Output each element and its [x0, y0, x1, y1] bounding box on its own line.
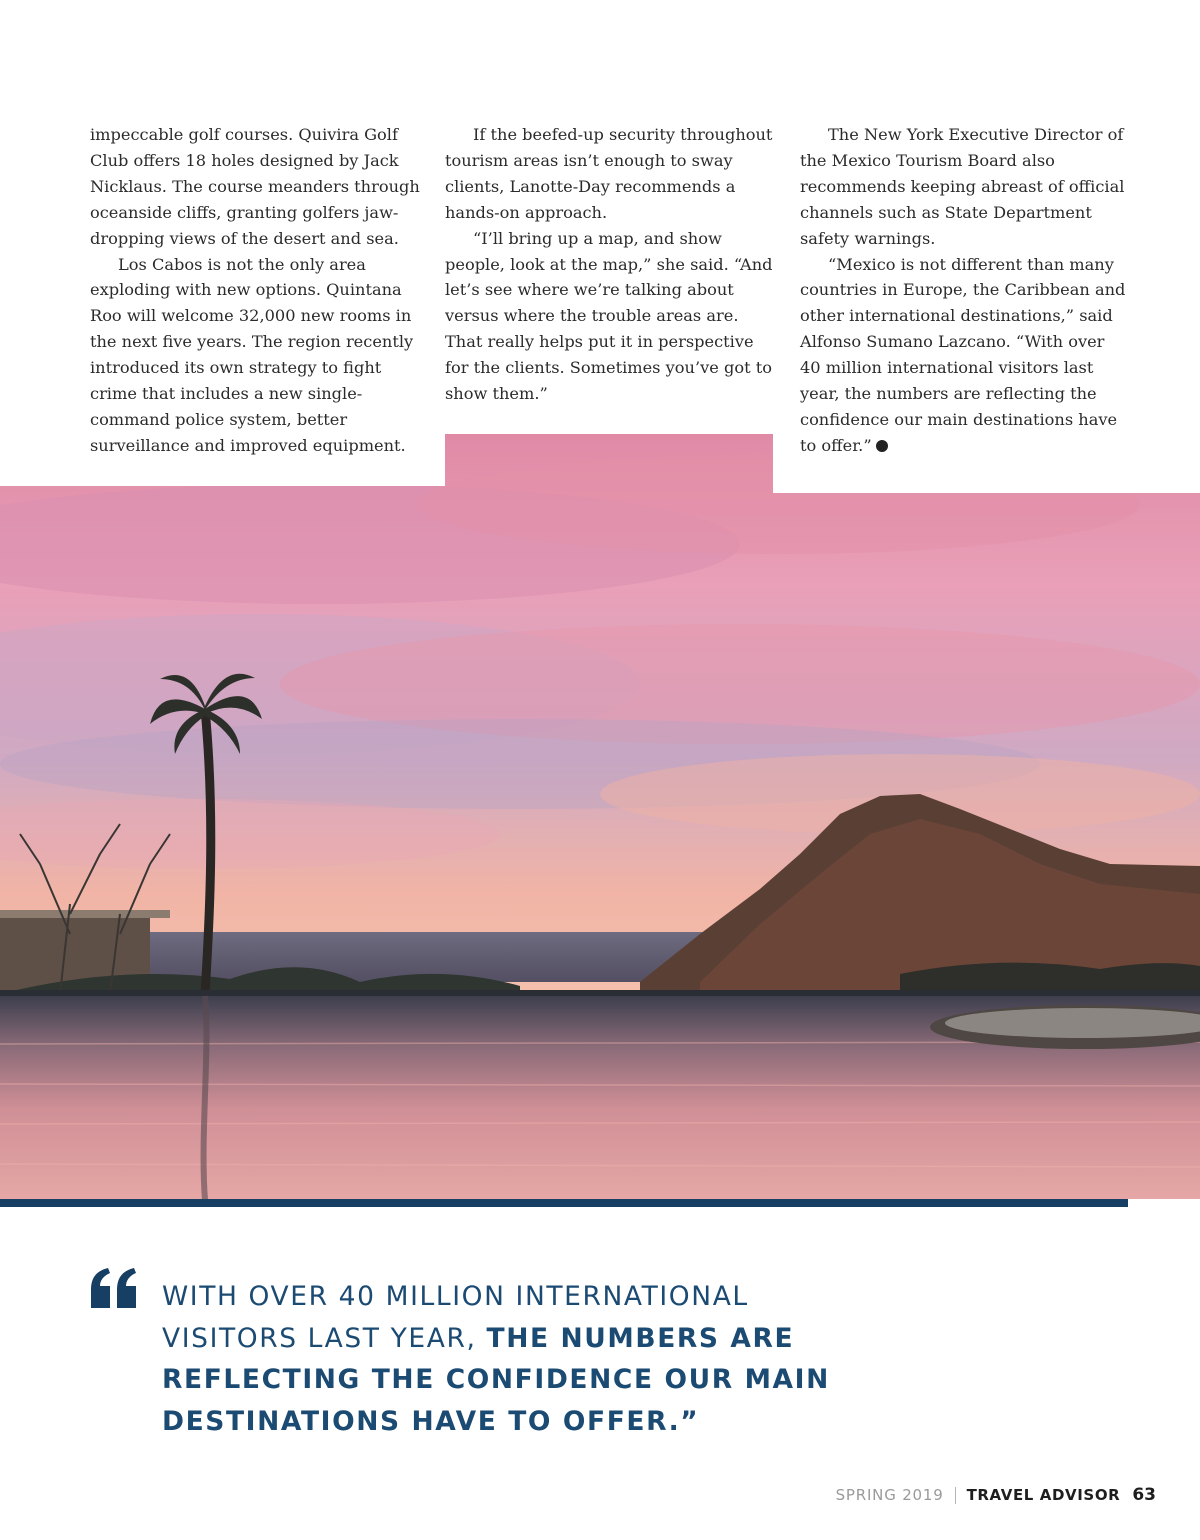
magazine-name: TRAVEL ADVISOR — [966, 1486, 1121, 1504]
paragraph: “I’ll bring up a map, and show people, look at the map,” she said. “And let’s see where we’re talking about versus where the trouble areas are. That really helps put it in perspective for the clients. Sometimes you’ve got to show them.” — [445, 228, 773, 404]
paragraph: The New York Executive Director of the Mexico Tourism Board also recommends keeping abreast of official channels such as State Department safety warnings. — [800, 125, 1125, 248]
article-column-2 — [445, 122, 775, 407]
paragraph: impeccable golf courses. Quivira Golf Club offers 18 holes designed by Jack Nicklaus. The course meanders through oceanside cliffs, granting golfers jaw-dropping views of the desert and sea. — [90, 125, 420, 248]
article-column-1 — [90, 122, 425, 459]
issue-date: SPRING 2019 — [835, 1486, 944, 1504]
paragraph: If the beefed-up security throughout tourism areas isn’t enough to sway clients, Lanotte-Day recommends a hands-on approach. — [445, 125, 773, 222]
quote-mark-icon — [88, 1268, 140, 1308]
paragraph: Los Cabos is not the only area exploding with new options. Quintana Roo will welcome 32,000 new rooms in the next five years. The region recently introduced its own strategy to fight crime that includes a new single-command police system, better surveillance and improved equipment. — [90, 254, 414, 455]
rule-end-mask — [1128, 1199, 1200, 1207]
article-end-mark-icon — [876, 440, 888, 452]
pull-quote — [162, 1276, 882, 1442]
paragraph — [800, 252, 1130, 459]
sunset-infinity-pool-photo — [0, 434, 1200, 1200]
footer-separator — [955, 1487, 956, 1504]
page-footer — [836, 1485, 1156, 1505]
page-number: 63 — [1132, 1485, 1156, 1505]
pull-quote-light-text: WITH OVER 40 MILLION INTERNATIONAL VISITORS LAST YEAR, — [162, 1281, 749, 1354]
pull-quote-bold-text: THE NUMBERS ARE REFLECTING THE CONFIDENCE OUR MAIN DESTINATIONS HAVE TO OFFER.” — [162, 1322, 830, 1437]
paragraph-text: “Mexico is not different than many countries in Europe, the Caribbean and other international destinations,” said Alfonso Sumano Lazcano. “With over 40 million international visitors last year, the numbers are reflecting the confidence our main destinations have to offer.” — [800, 254, 1126, 455]
divider-rule — [0, 1199, 1128, 1207]
article-column-3 — [800, 122, 1130, 459]
